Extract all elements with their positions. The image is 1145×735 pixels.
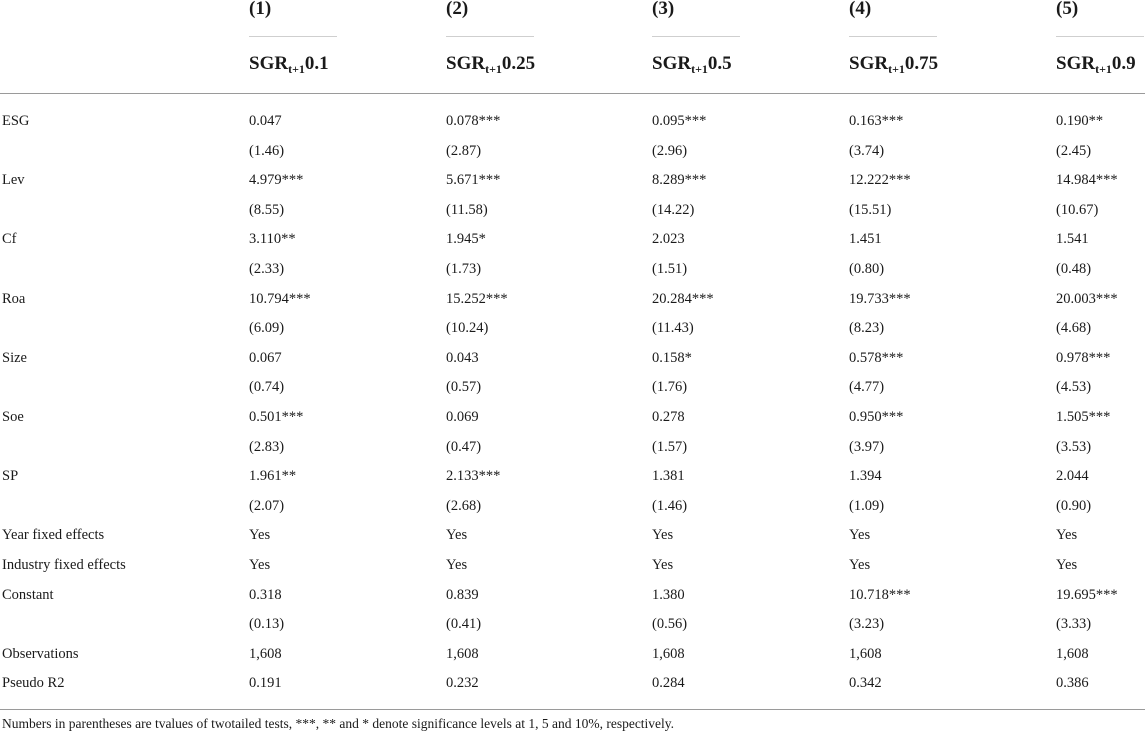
table-cell: (3.23) (849, 616, 885, 633)
table-cell: 1.394 (849, 468, 882, 485)
table-cell: (3.33) (1056, 616, 1092, 633)
table-cell: (0.56) (652, 616, 688, 633)
table-cell: 4.979*** (249, 172, 304, 189)
column-number: (3) (652, 0, 675, 19)
table-cell: 0.578*** (849, 349, 904, 366)
table-cell: 1,608 (446, 645, 479, 662)
column-header-label: $SGR_{t+1}0.9$ (1056, 53, 1136, 76)
row-label: Roa (2, 290, 26, 307)
column-header-label: $SGR_{t+1}0.75$ (849, 53, 939, 76)
table-cell: (10.24) (446, 320, 489, 337)
row-label: Constant (2, 586, 54, 603)
table-row (0, 137, 1145, 166)
table-cell: 14.984*** (1056, 172, 1118, 189)
table-row (0, 433, 1145, 462)
table-row (0, 314, 1145, 343)
table-cell: 0.078*** (446, 113, 501, 129)
table-cell: 1.380 (652, 586, 685, 603)
table-cell: 0.043 (446, 349, 479, 366)
table-cell: 0.095*** (652, 113, 707, 129)
table-cell: (0.48) (1056, 261, 1092, 277)
column-header-label: $SGR_{t+1}0.25$ (446, 53, 536, 76)
table-cell: 20.003*** (1056, 290, 1118, 307)
table-cell: (0.47) (446, 438, 482, 455)
table-cell: (8.23) (849, 320, 885, 337)
table-cell: (1.51) (652, 261, 688, 277)
table-cell: 0.232 (446, 675, 479, 692)
table-cell: 1.505*** (1056, 409, 1111, 425)
header-bottom-rule (0, 93, 1145, 94)
table-cell: 0.318 (249, 586, 282, 603)
column-header-rule (1056, 36, 1144, 37)
table-cell: (8.55) (249, 201, 285, 218)
table-cell: Yes (849, 527, 871, 544)
table-cell: Yes (652, 527, 674, 544)
table-cell: (6.09) (249, 320, 285, 337)
table-row (0, 669, 1145, 698)
table-cell: (2.68) (446, 497, 482, 514)
table-cell: (0.74) (249, 379, 285, 396)
table-cell: 0.158* (652, 349, 692, 366)
table-cell: 0.950*** (849, 409, 904, 425)
table-cell: 0.047 (249, 113, 282, 129)
table-cell: 8.289*** (652, 172, 707, 189)
table-cell: (2.07) (249, 497, 285, 514)
table-cell: (0.41) (446, 616, 482, 633)
table-cell: 5.671*** (446, 172, 501, 189)
table-cell: (0.90) (1056, 497, 1092, 514)
column-number: (4) (849, 0, 872, 19)
table-cell: (3.53) (1056, 438, 1092, 455)
table-cell: 0.278 (652, 409, 685, 425)
table-cell: 0.342 (849, 675, 882, 692)
column-header-label: $SGR_{t+1}0.1$ (249, 53, 329, 76)
row-label: Soe (2, 409, 24, 425)
table-cell: (0.57) (446, 379, 482, 396)
column-header-rule (652, 36, 740, 37)
table-cell: 3.110** (249, 231, 296, 248)
table-cell: 19.695*** (1056, 586, 1118, 603)
row-label: Pseudo R2 (2, 675, 65, 692)
table-cell: (1.76) (652, 379, 688, 396)
table-cell: 1,608 (849, 645, 882, 662)
table-cell: (2.45) (1056, 142, 1092, 159)
table-cell: Yes (446, 557, 468, 573)
table-row (0, 107, 1145, 136)
table-row (0, 610, 1145, 639)
column-header-rule (249, 36, 337, 37)
table-cell: (4.77) (849, 379, 885, 396)
table-row (0, 403, 1145, 432)
table-cell: 2.133*** (446, 468, 501, 485)
column-number: (1) (249, 0, 272, 19)
table-footnote: Numbers in parentheses are tvalues of twotailed tests, ***, ** and * denote significance levels at 1, 5 and 10%, respectively. (2, 716, 675, 731)
table-cell: 1,608 (1056, 645, 1089, 662)
table-row (0, 255, 1145, 284)
table-cell: 1.961** (249, 468, 297, 485)
table-cell: 19.733*** (849, 290, 911, 307)
table-row (0, 581, 1145, 610)
row-label: Cf (2, 231, 17, 248)
table-cell: 0.284 (652, 675, 685, 692)
table-cell: 0.067 (249, 349, 282, 366)
table-row (0, 344, 1145, 373)
table-cell: 2.023 (652, 231, 685, 248)
row-label: Size (2, 349, 27, 366)
table-cell: (2.96) (652, 142, 688, 159)
table-cell: (0.80) (849, 261, 885, 277)
table-cell: 1.451 (849, 231, 882, 248)
table-cell: 15.252*** (446, 290, 508, 307)
row-label: Observations (2, 645, 79, 662)
table-row (0, 166, 1145, 195)
row-label: ESG (2, 113, 30, 129)
table-bottom-rule (0, 709, 1145, 710)
column-number: (2) (446, 0, 469, 19)
table-row (0, 225, 1145, 254)
table-cell: (1.46) (249, 142, 285, 159)
table-cell: (15.51) (849, 201, 892, 218)
table-cell: (1.46) (652, 497, 688, 514)
table-cell: 0.839 (446, 586, 479, 603)
table-cell: (14.22) (652, 201, 695, 218)
table-cell: Yes (249, 557, 271, 573)
table-cell: (10.67) (1056, 201, 1099, 218)
table-row (0, 285, 1145, 314)
table-cell: (3.74) (849, 142, 885, 159)
table-cell: 1,608 (249, 645, 282, 662)
table-cell: 0.191 (249, 675, 282, 692)
table-row (0, 196, 1145, 225)
table-cell: Yes (446, 527, 468, 544)
table-cell: (3.97) (849, 438, 885, 455)
table-cell: (11.43) (652, 320, 694, 337)
table-cell: 0.163*** (849, 113, 904, 129)
column-header-rule (446, 36, 534, 37)
table-cell: Yes (249, 527, 271, 544)
row-label: SP (2, 468, 19, 485)
table-cell: 10.794*** (249, 290, 311, 307)
table-cell: 1.945* (446, 231, 486, 248)
column-header-label: $SGR_{t+1}0.5$ (652, 53, 732, 76)
table-cell: (1.57) (652, 438, 688, 455)
table-row (0, 492, 1145, 521)
table-row (0, 640, 1145, 669)
table-cell: (2.83) (249, 438, 285, 455)
table-cell: (2.87) (446, 142, 482, 159)
table-cell: 20.284*** (652, 290, 714, 307)
table-cell: 12.222*** (849, 172, 911, 189)
table-cell: (11.58) (446, 201, 488, 218)
table-cell: Yes (849, 557, 871, 573)
table-cell: (0.13) (249, 616, 285, 633)
table-cell: (2.33) (249, 261, 285, 277)
table-cell: 0.386 (1056, 675, 1089, 692)
table-cell: 0.190** (1056, 113, 1104, 129)
table-row (0, 551, 1145, 580)
table-cell: Yes (1056, 557, 1078, 573)
table-cell: 0.069 (446, 409, 479, 425)
table-cell: 1,608 (652, 645, 685, 662)
row-label: Year fixed effects (2, 527, 105, 544)
column-number: (5) (1056, 0, 1079, 19)
table-row (0, 462, 1145, 491)
column-header-rule (849, 36, 937, 37)
table-cell: (1.09) (849, 497, 885, 514)
table-cell: (4.68) (1056, 320, 1092, 337)
table-cell: 0.978*** (1056, 349, 1111, 366)
table-cell: (4.53) (1056, 379, 1092, 396)
table-cell: 1.381 (652, 468, 685, 485)
table-row (0, 521, 1145, 550)
row-label: Industry fixed effects (2, 557, 126, 573)
table-cell: Yes (1056, 527, 1078, 544)
table-cell: 2.044 (1056, 468, 1089, 485)
row-label: Lev (2, 172, 25, 189)
table-cell: (1.73) (446, 261, 482, 277)
table-cell: 1.541 (1056, 231, 1089, 248)
table-cell: 0.501*** (249, 409, 304, 425)
table-cell: Yes (652, 557, 674, 573)
table-row (0, 373, 1145, 402)
table-cell: 10.718*** (849, 586, 911, 603)
